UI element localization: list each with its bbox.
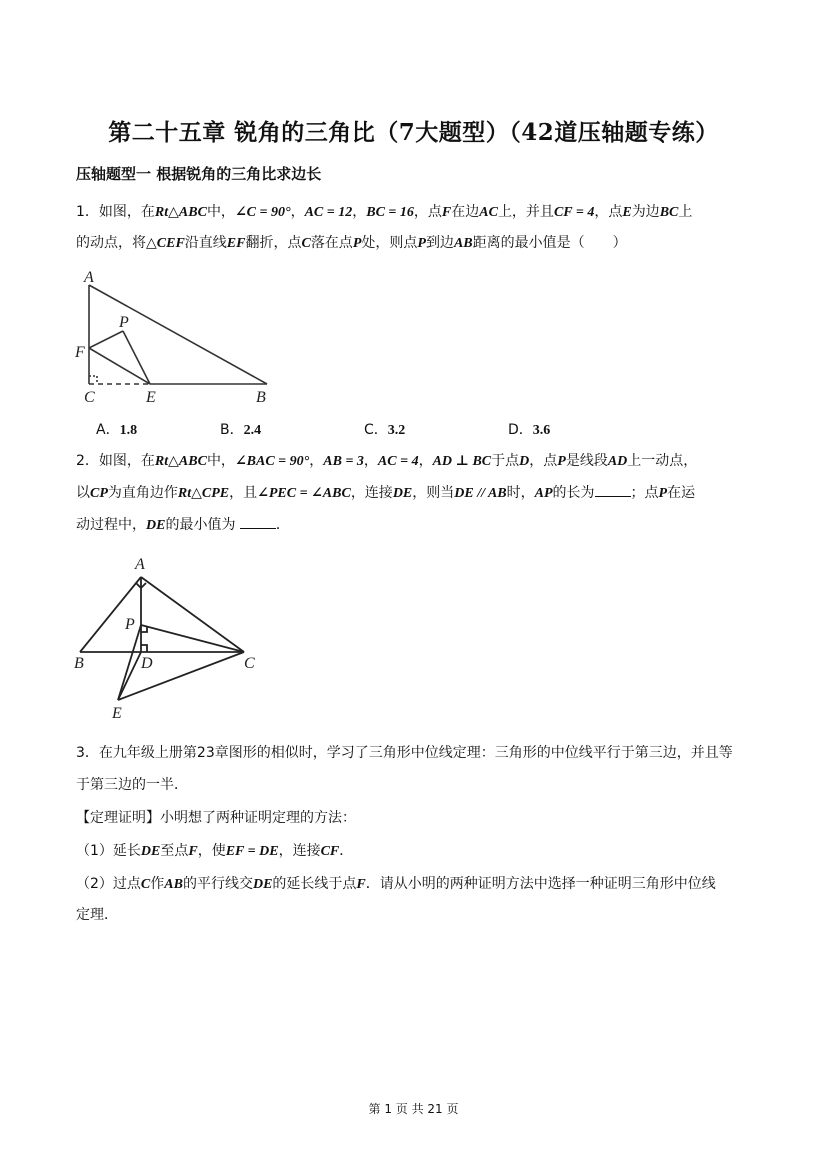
q1-math: E [622,205,632,220]
q1-label-p: P [119,314,129,331]
q1-math: EF [226,236,246,251]
q2-math: P [557,454,566,469]
q2-text: ，且 [229,485,258,501]
q1-text: 在边 [451,204,480,220]
q1-option-d[interactable] [508,419,550,439]
q2-line-2 [76,478,756,509]
q2-text: 以 [76,485,90,501]
q1-option-b[interactable] [220,419,261,439]
q1-math: Rt△ABC [154,205,207,220]
q2-label-d: D [141,655,153,672]
q3-line-5 [76,869,756,900]
option-letter: A． [96,422,120,438]
q3-text: ．请从小明的两种证明方法中选择一种证明三角形中位线 [365,876,716,892]
q1-option-a[interactable] [96,419,137,439]
q2-text: 是线段 [565,453,608,469]
q2-answer-blank-1[interactable] [595,482,631,497]
q2-math: DE [146,518,166,533]
q1-text: 翻折，点 [245,235,302,251]
q1-label-c: C [84,389,95,406]
q2-text: 2．如图，在 [76,453,155,469]
section-heading: 压轴题型一 根据锐角的三角比求边长 [76,165,322,183]
q2-side-ab [80,577,141,652]
page-footer: 第 1 页 共 21 页 [368,1102,459,1116]
q2-segment-pe [118,625,141,700]
q1-text: 沿直线 [184,235,227,251]
q3-math: F [356,877,366,892]
q2-line-3 [76,510,756,541]
q2-text: 动过程中， [76,517,146,533]
q2-side-ac [141,577,244,652]
q2-text: 于点 [491,453,520,469]
q2-label-e: E [112,705,122,722]
q2-figure [68,552,268,724]
q1-text: 中， [206,204,235,220]
q3-text: 作 [150,876,165,892]
option-value: 2.4 [243,423,262,438]
q3-text: （1）延长 [76,843,141,859]
q2-text: ， [418,453,433,469]
q1-option-c[interactable] [364,419,405,439]
q3-math: DE [252,877,273,892]
q1-text: 1．如图，在 [76,204,155,220]
q1-text: 落在点 [310,235,353,251]
q2-math: ∠PEC = ∠ABC [257,486,351,501]
q3-text: ，使 [197,843,226,859]
q3-text: ． [339,843,354,859]
q2-label-a: A [135,556,145,573]
q2-math: AD ⊥ BC [432,454,492,469]
q2-text: ． [275,517,290,533]
q2-math: P [658,486,668,501]
q1-text: ，点 [594,204,623,220]
q2-text: ， [363,453,378,469]
q1-math: BC = 16 [366,205,414,220]
q3-text: （2）过点 [76,876,141,892]
q1-math: △CEF [146,236,185,251]
q2-math: AD [607,454,628,469]
q2-text: 上一动点， [627,453,698,469]
q2-math: AB = 3 [323,454,364,469]
option-value: 3.2 [387,423,406,438]
q3-math: CF [320,844,340,859]
q1-math: BC [659,205,679,220]
q3-line-6: 定理． [76,907,118,923]
q2-text: ，连接 [350,485,393,501]
q3-math: AB [164,877,183,892]
q1-math: AB [453,236,473,251]
q1-text: 到边 [425,235,454,251]
q1-math: CF = 4 [553,205,595,220]
q3-line-4 [76,836,756,867]
q1-text: ，点 [413,204,442,220]
q2-text: ，则当 [412,485,455,501]
q3-text: ，连接 [278,843,321,859]
q2-line-1 [76,446,756,477]
q1-math: AC [479,205,498,220]
q1-math: AC = 12 [304,205,353,220]
q1-text: 距离的最小值是（ ） [472,235,627,251]
q1-text: 处，则点 [361,235,418,251]
q2-text: 的最小值为 [165,517,236,533]
q2-math: D [519,454,530,469]
q3-line-2: 于第三边的一半． [76,777,188,793]
q3-text: 至点 [160,843,189,859]
q1-text: 的动点，将 [76,235,146,251]
q2-segment-pc [141,625,244,652]
q1-segment-fp [89,331,123,348]
q1-label-b: B [256,389,266,406]
option-letter: D． [508,422,533,438]
page-title: 第二十五章 锐角的三角比（7大题型）（42道压轴题专练） [108,119,719,146]
q2-math: Rt△ABC [154,454,207,469]
q1-math: F [441,205,452,220]
q1-label-e: E [146,389,156,406]
q2-math: AP [534,486,553,501]
q1-text: ， [352,204,367,220]
q1-math: P [352,236,362,251]
q1-figure [70,268,290,410]
q2-math: DE // AB [454,486,507,501]
q2-text: 的长为 [552,485,595,501]
q3-math: EF = DE [225,844,279,859]
q2-text: 为直角边作 [107,485,178,501]
q1-text: 上，并且 [497,204,554,220]
q2-text: ，点 [529,453,558,469]
q2-text: 时， [506,485,535,501]
q2-math: ∠BAC = 90° [234,454,310,469]
q3-math: C [140,877,151,892]
q3-line-3: 【定理证明】小明想了两种证明定理的方法： [76,810,356,826]
q2-text: 中， [206,453,235,469]
q2-label-b: B [74,655,84,672]
q3-text: 的平行线交 [182,876,253,892]
q3-line-1: 3．在九年级上册第23章图形的相似时，学习了三角形中位线定理：三角形的中位线平行于第三边，并且等 [76,745,733,761]
q1-line-1 [76,197,756,228]
q3-text: 的延长线于点 [272,876,357,892]
q3-math: F [188,844,198,859]
q1-math: ∠C = 90° [234,205,291,220]
q2-math: CP [90,486,108,501]
q1-math: C [301,236,311,251]
option-letter: C． [364,422,388,438]
q1-line-2 [76,228,756,259]
q2-answer-blank-2[interactable] [240,514,276,529]
option-letter: B． [220,422,244,438]
q1-math: P [417,236,426,251]
option-value: 3.6 [532,423,551,438]
q2-math: DE [392,486,413,501]
q2-math: AC = 4 [377,454,419,469]
q2-math: Rt△CPE [177,486,230,501]
q1-right-angle-mark [89,376,97,384]
q2-text: ；点 [630,485,659,501]
q2-label-c: C [244,655,255,672]
q1-label-a: A [84,269,94,286]
q1-label-f: F [75,344,85,361]
q1-text: ， [290,204,305,220]
q1-text: 上 [678,204,693,220]
q2-text: 在运 [667,485,696,501]
q2-label-p: P [125,616,135,633]
option-value: 1.8 [119,423,138,438]
q3-math: DE [140,844,161,859]
q1-text: 为边 [631,204,660,220]
q2-text: ， [309,453,324,469]
